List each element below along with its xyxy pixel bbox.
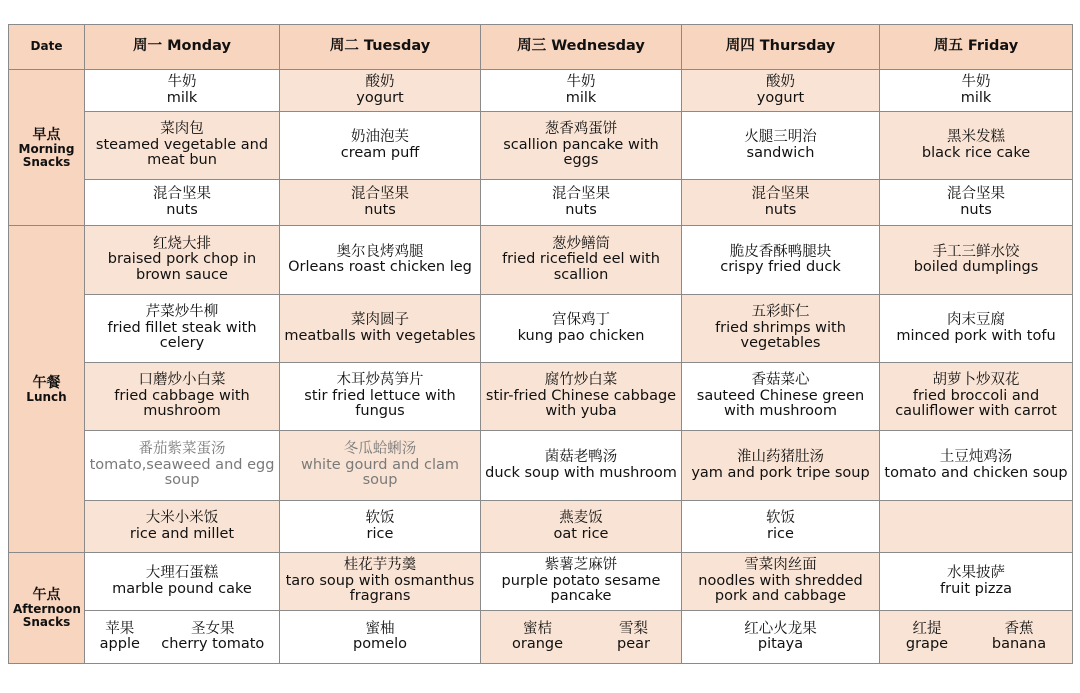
dish-en: boiled dumplings <box>913 259 1039 275</box>
menu-row <box>9 431 1073 501</box>
dish-zh: 混合坚果 <box>153 186 211 202</box>
menu-cell <box>682 611 880 664</box>
dish-zh: 胡萝卜炒双花 <box>932 372 1020 389</box>
dish-zh: 木耳炒莴笋片 <box>336 372 424 389</box>
dish-en: scallion pancake with eggs <box>503 136 659 169</box>
menu-cell <box>682 363 880 431</box>
dish-zh: 水果披萨 <box>947 565 1005 581</box>
dish-en: grape <box>905 636 949 652</box>
dish-en: milk <box>960 89 992 106</box>
dish-zh: 手工三鲜水饺 <box>932 243 1020 260</box>
dish-en: sauteed Chinese green with mushroom <box>696 387 865 420</box>
dish-zh: 奥尔良烤鸡腿 <box>336 243 424 260</box>
day-header-thursday: 周四 Thursday <box>682 25 880 70</box>
dish-zh: 宫保鸡丁 <box>552 312 610 328</box>
dish-zh: 软饭 <box>766 510 795 526</box>
section-afternoon-snacks <box>9 553 85 664</box>
menu-cell <box>682 226 880 295</box>
dish-en: fried shrimps with vegetables <box>715 319 846 352</box>
dish-en: pomelo <box>352 636 408 652</box>
menu-cell <box>280 611 481 664</box>
section-label-en: Lunch <box>26 389 67 404</box>
menu-row <box>9 70 1073 112</box>
dish-zh: 燕麦饭 <box>559 510 603 526</box>
dish-zh: 香菇菜心 <box>751 372 810 389</box>
dish-zh: 软饭 <box>365 510 395 526</box>
menu-cell <box>880 363 1073 431</box>
menu-cell <box>481 501 682 553</box>
menu-cell <box>85 226 280 295</box>
dish-zh: 芹菜炒牛柳 <box>145 304 219 321</box>
menu-cell-empty <box>880 501 1073 553</box>
dish-en: nuts <box>364 201 396 218</box>
dish-en: nuts <box>166 201 198 218</box>
menu-cell <box>682 112 880 180</box>
menu-cell <box>481 611 682 664</box>
menu-cell <box>880 112 1073 180</box>
dish-zh: 酸奶 <box>766 74 795 90</box>
menu-cell <box>481 553 682 611</box>
menu-row <box>9 501 1073 553</box>
dish-en: Orleans roast chicken leg <box>288 259 472 275</box>
menu-row <box>9 226 1073 295</box>
dish-zh: 混合坚果 <box>552 186 610 202</box>
dish-en: purple potato sesame pancake <box>501 572 661 605</box>
fruit-item <box>992 622 1046 653</box>
dish-zh: 大米小米饭 <box>145 510 219 526</box>
menu-cell <box>280 363 481 431</box>
dish-zh: 混合坚果 <box>351 186 409 202</box>
menu-cell <box>85 112 280 180</box>
menu-cell <box>880 431 1073 501</box>
dish-en: pitaya <box>757 636 804 652</box>
dish-zh: 牛奶 <box>566 74 596 90</box>
menu-cell <box>85 431 280 501</box>
menu-cell <box>880 226 1073 295</box>
dish-zh: 红心火龙果 <box>744 620 817 637</box>
dish-zh: 紫薯芝麻饼 <box>544 557 618 574</box>
dish-en: fried broccoli and cauliflower with carrot <box>895 387 1057 420</box>
dish-en: yam and pork tripe soup <box>691 464 870 481</box>
menu-cell <box>880 611 1073 664</box>
dish-zh: 红烧大排 <box>153 235 211 252</box>
dish-zh: 牛奶 <box>167 74 197 90</box>
dish-zh: 牛奶 <box>961 74 991 90</box>
section-morning-snacks <box>9 70 85 226</box>
day-header-friday: 周五 Friday <box>880 25 1073 70</box>
dish-zh: 蜜桔 <box>523 620 552 637</box>
menu-cell <box>85 363 280 431</box>
dish-en: milk <box>565 89 597 106</box>
menu-cell <box>481 226 682 295</box>
dish-zh: 雪菜肉丝面 <box>744 557 817 574</box>
fruit-item <box>100 622 140 653</box>
dish-zh: 桂花芋艿羹 <box>343 557 417 574</box>
dish-zh: 五彩虾仁 <box>751 304 810 321</box>
dish-zh: 腐竹炒白菜 <box>544 372 618 389</box>
dish-en: apple <box>99 636 140 652</box>
menu-cell <box>481 431 682 501</box>
menu-cell <box>280 70 481 112</box>
dish-en: kung pao chicken <box>517 327 645 344</box>
dish-zh: 菌菇老鸭汤 <box>544 449 618 465</box>
dish-en: fried fillet steak with celery <box>107 319 257 352</box>
menu-cell <box>280 112 481 180</box>
menu-cell <box>880 553 1073 611</box>
dish-en: tomato,seaweed and egg soup <box>89 456 275 489</box>
weekly-menu-table <box>8 24 1073 664</box>
dish-zh: 火腿三明治 <box>744 129 817 145</box>
dish-en: fried cabbage with mushroom <box>114 387 250 420</box>
dish-zh: 土豆炖鸡汤 <box>939 449 1013 465</box>
menu-cell <box>280 180 481 226</box>
dish-zh: 淮山药猪肚汤 <box>737 449 824 465</box>
dish-zh: 红提 <box>912 620 942 637</box>
menu-cell <box>85 553 280 611</box>
menu-row <box>9 112 1073 180</box>
menu-cell <box>481 363 682 431</box>
dish-en: rice <box>767 525 794 542</box>
menu-cell <box>481 180 682 226</box>
dish-zh: 大理石蛋糕 <box>145 565 219 581</box>
dish-zh: 番茄紫菜蛋汤 <box>138 441 226 458</box>
dish-en: stir-fried Chinese cabbage with yuba <box>485 387 677 420</box>
dish-zh: 混合坚果 <box>751 186 810 202</box>
dish-en: white gourd and clam soup <box>301 456 459 489</box>
dish-en: milk <box>166 89 198 106</box>
menu-cell <box>682 295 880 363</box>
dish-zh: 肉末豆腐 <box>947 312 1005 328</box>
menu-row <box>9 295 1073 363</box>
dish-zh: 黑米发糕 <box>947 129 1005 145</box>
dish-en: pear <box>617 636 650 652</box>
fruit-item <box>161 622 264 653</box>
dish-en: crispy fried duck <box>720 259 841 275</box>
dish-zh: 冬瓜蛤蜊汤 <box>343 441 417 458</box>
dish-en: nuts <box>764 201 797 218</box>
day-header-wednesday: 周三 Wednesday <box>481 25 682 70</box>
menu-cell <box>280 501 481 553</box>
dish-en: cherry tomato <box>161 636 265 652</box>
menu-cell <box>682 553 880 611</box>
day-header-monday: 周一 Monday <box>85 25 280 70</box>
dish-en: meatballs with vegetables <box>284 327 476 344</box>
dish-zh: 雪梨 <box>619 620 648 637</box>
menu-row <box>9 611 1073 664</box>
dish-en: stir fried lettuce with fungus <box>304 387 456 420</box>
menu-cell <box>280 295 481 363</box>
dish-zh: 口蘑炒小白菜 <box>138 372 226 389</box>
dish-en: braised pork chop in brown sauce <box>107 251 257 283</box>
menu-cell <box>682 431 880 501</box>
date-header: Date <box>9 25 85 70</box>
dish-en: steamed vegetable and meat bun <box>95 136 269 169</box>
dish-zh: 苹果 <box>105 620 135 637</box>
dish-zh: 菜肉圆子 <box>351 312 409 328</box>
dish-zh: 酸奶 <box>365 74 395 90</box>
menu-cell <box>682 70 880 112</box>
dish-en: minced pork with tofu <box>896 327 1056 344</box>
menu-row <box>9 553 1073 611</box>
menu-cell <box>85 295 280 363</box>
menu-row <box>9 180 1073 226</box>
section-label-en: Morning Snacks <box>18 141 75 169</box>
menu-cell <box>85 180 280 226</box>
dish-en: banana <box>991 636 1047 652</box>
day-header-tuesday: 周二 Tuesday <box>280 25 481 70</box>
dish-zh: 葱香鸡蛋饼 <box>544 121 618 138</box>
section-lunch <box>9 226 85 553</box>
menu-cell <box>85 611 280 664</box>
menu-cell <box>85 501 280 553</box>
menu-cell <box>280 553 481 611</box>
header-row <box>9 25 1073 70</box>
section-label-zh: 午点 <box>32 587 61 603</box>
dish-en: rice and millet <box>129 525 235 542</box>
dish-en: nuts <box>960 201 992 218</box>
section-label-en: Afternoon Snacks <box>13 602 81 629</box>
menu-cell <box>280 431 481 501</box>
menu-row <box>9 363 1073 431</box>
dish-en: cream puff <box>340 144 420 161</box>
menu-cell <box>880 180 1073 226</box>
dish-en: sandwich <box>746 144 815 161</box>
menu-cell <box>481 295 682 363</box>
dish-zh: 菜肉包 <box>160 121 204 138</box>
dish-en: fruit pizza <box>940 580 1012 597</box>
fruit-item <box>617 622 650 653</box>
section-label-zh: 午餐 <box>32 374 61 391</box>
menu-cell <box>682 180 880 226</box>
dish-en: black rice cake <box>921 144 1031 161</box>
menu-cell <box>880 70 1073 112</box>
dish-en: oat rice <box>553 525 609 542</box>
dish-en: nuts <box>565 201 597 218</box>
dish-zh: 脆皮香酥鸭腿块 <box>729 243 832 260</box>
dish-en: taro soup with osmanthus fragrans <box>285 572 475 605</box>
dish-zh: 香蕉 <box>1004 620 1034 637</box>
menu-cell <box>481 112 682 180</box>
dish-en: noodles with shredded pork and cabbage <box>698 572 863 605</box>
menu-cell <box>280 226 481 295</box>
dish-en: orange <box>511 636 564 652</box>
dish-zh: 葱炒鳝筒 <box>552 235 610 252</box>
menu-cell <box>682 501 880 553</box>
menu-cell <box>85 70 280 112</box>
menu-cell <box>481 70 682 112</box>
dish-zh: 蜜柚 <box>365 620 395 637</box>
dish-en: yogurt <box>356 89 404 106</box>
dish-en: yogurt <box>756 89 805 106</box>
fruit-item <box>512 622 563 653</box>
fruit-item <box>906 622 948 653</box>
dish-en: rice <box>366 525 394 542</box>
dish-en: tomato and chicken soup <box>884 464 1068 481</box>
dish-en: marble pound cake <box>112 580 252 597</box>
dish-zh: 混合坚果 <box>947 186 1005 202</box>
menu-cell <box>880 295 1073 363</box>
dish-zh: 圣女果 <box>191 620 235 637</box>
section-label-zh: 早点 <box>32 126 61 143</box>
dish-en: duck soup with mushroom <box>485 464 677 481</box>
dish-en: fried ricefield eel with scallion <box>502 251 660 283</box>
dish-zh: 奶油泡芙 <box>351 129 409 145</box>
